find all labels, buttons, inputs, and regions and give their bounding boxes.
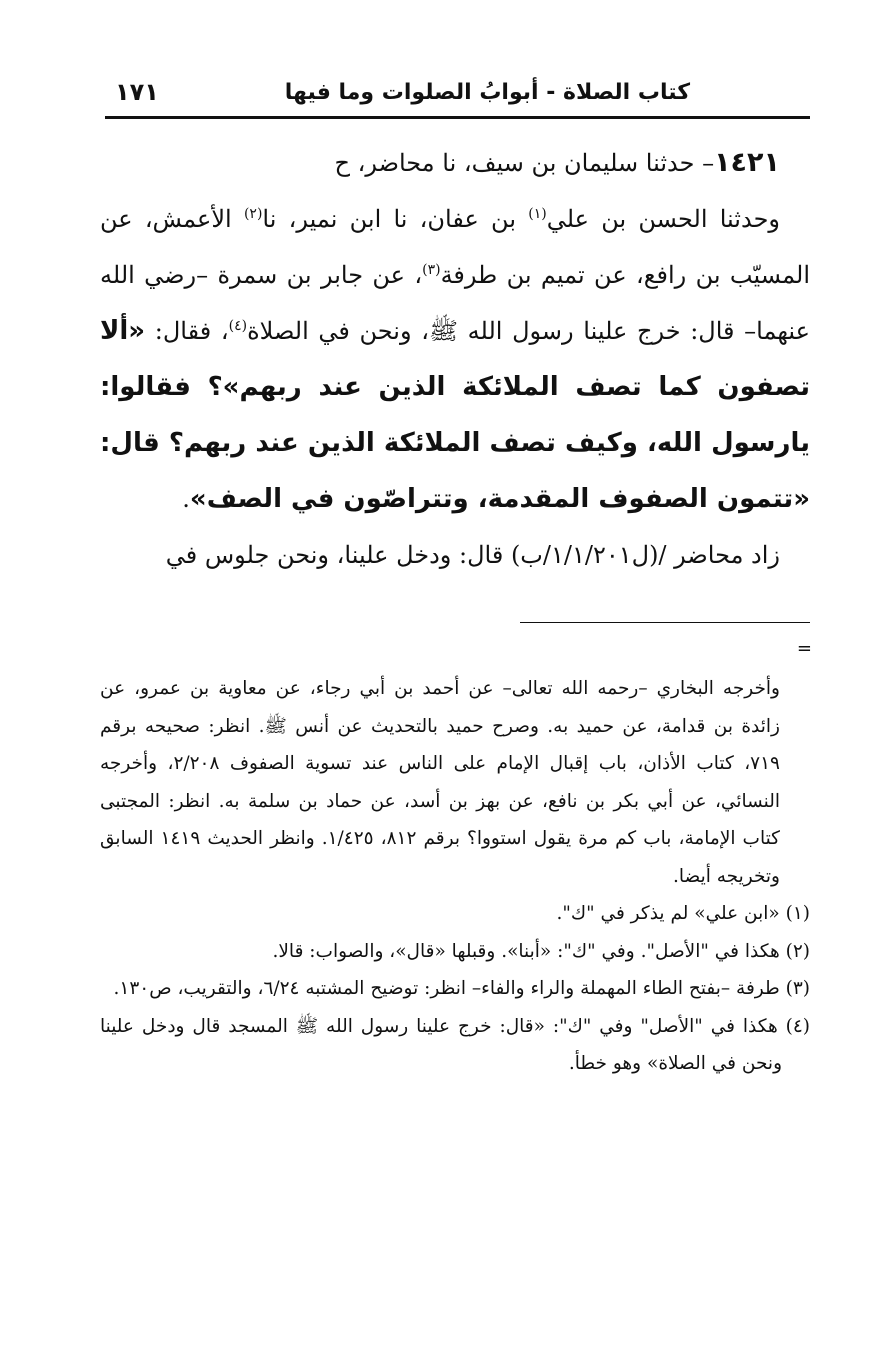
- footnote-3: (٣) طرفة –بفتح الطاء المهملة والراء والفاء– انظر: توضيح المشتبه ٦/٢٤، والتقريب، ص١٣٠.: [113, 978, 810, 999]
- chain-second-d: ، عن جابر بن سمرة –رضي الله عنهما– قال: خرج علينا رسول الله ﷺ، ونحن في الصلاة: [100, 261, 810, 345]
- extra-narration: زاد محاضر /(ل١/١/٢٠١/ب) قال: ودخل علينا، ونحن جلوس في: [165, 541, 780, 569]
- footnote-ref-1[interactable]: (١): [528, 206, 547, 222]
- footnote-4: (٤) هكذا في "الأصل" وفي "ك": «قال: خرج علينا رسول الله ﷺ المسجد قال ودخل علينا ونحن في الصلاة» وهو خطأ.: [100, 1015, 810, 1074]
- chain-first: – حدثنا سليمان بن سيف، نا محاضر، ح: [334, 149, 715, 177]
- footnote-1: (١) «ابن علي» لم يذكر في "ك".: [556, 903, 810, 924]
- footnote-2: (٢) هكذا في "الأصل". وفي "ك": «أبنا». وقبلها «قال»، والصواب: قالا.: [272, 940, 810, 962]
- matn-end: .: [182, 485, 190, 513]
- main-text: [100, 135, 810, 583]
- footnote-ref-4[interactable]: (٤): [228, 318, 248, 334]
- footnote-separator: [520, 622, 810, 623]
- continuation-mark: =: [796, 638, 812, 659]
- chain-second-a: وحدثنا الحسن بن علي: [546, 205, 780, 233]
- chain-second-b: بن عفان، نا ابن نمير، نا: [262, 205, 529, 233]
- header-rule: [105, 116, 810, 119]
- footnote-ref-3[interactable]: (٣): [422, 262, 441, 278]
- hadith-body: [100, 191, 810, 527]
- hadith-heading: [100, 135, 810, 191]
- footnote-continuation: وأخرجه البخاري –رحمه الله تعالى– عن أحمد بن أبي رجاء، عن معاوية بن عمرو، عن زائدة بن قدامة، عن حميد به. وصرح حميد بالتحديث عن أنس ﷺ. انظر: صحيحه برقم ٧١٩، كتاب الأذان، باب إقبال الإمام على الناس عند تسوية الصفوف ٢/٢٠٨، وأخرجه النسائي، عن أبي بكر بن نافع، عن بهز بن أسد، عن حماد بن سلمة به. انظر: المجتبى كتاب الإمامة، باب كم مرة يقول استووا؟ برقم ٨١٢، ١/٤٢٥. وانظر الحديث ١٤١٩ السابق وتخريجه أيضا.: [100, 678, 780, 887]
- footnotes: [100, 670, 810, 1083]
- running-title: كتاب الصلاة - أبوابُ الصلوات وما فيها: [284, 79, 690, 105]
- page-header: [105, 70, 810, 114]
- hadith-matn: «ألا تصفون كما تصف الملائكة الذين عند ربهم»؟ فقالوا: يارسول الله، وكيف تصف الملائكة الذين عند ربهم؟ قال: «تتمون الصفوف المقدمة، وتتراصّون في الصف»: [100, 316, 810, 514]
- hadith-number: ١٤٢١: [714, 147, 780, 178]
- page-number: ١٧١: [115, 78, 159, 106]
- chain-second-c: الأعمش، عن المسيّب بن رافع، عن تميم بن طرفة: [100, 205, 810, 289]
- chain-second-e: ، فقال:: [145, 317, 229, 345]
- footnote-ref-2[interactable]: (٢): [243, 206, 263, 222]
